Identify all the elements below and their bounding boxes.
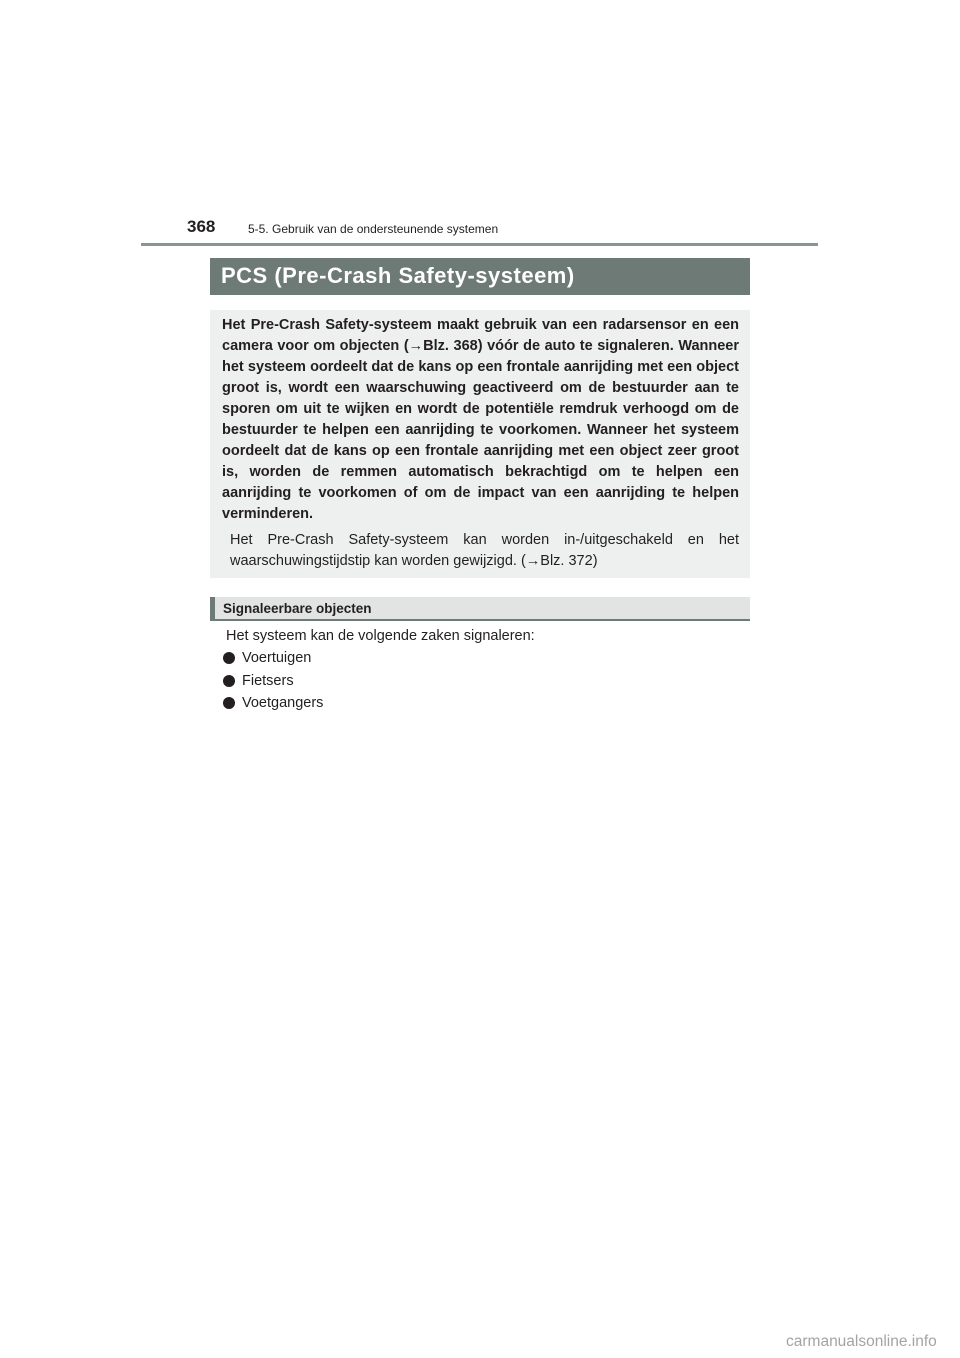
list-item — [223, 650, 323, 673]
note-text-part1: Het Pre-Crash Safety-systeem kan worden in-/uitgeschakeld en het waarschuwingstijdstip kan worden gewijzigd. ( — [230, 532, 739, 569]
intro-note-paragraph — [230, 530, 739, 572]
page-number: 368 — [187, 217, 216, 236]
title-banner — [210, 258, 750, 295]
page-reference-link[interactable]: →Blz. 372 — [525, 553, 593, 569]
subsection-title: Signaleerbare objecten — [223, 601, 372, 616]
list-intro: Het systeem kan de volgende zaken signaleren: — [226, 628, 535, 644]
list-item-label: Fietsers — [242, 672, 294, 689]
subsection-header — [210, 597, 750, 621]
list-item-label: Voetgangers — [242, 695, 324, 711]
list-item-label: Voertuigen — [242, 650, 312, 666]
object-list — [223, 650, 323, 718]
intro-text-part1: Het Pre-Crash Safety-systeem maakt gebruik van een radarsensor en een camera voor om objecten ( — [222, 317, 739, 354]
intro-box — [210, 310, 750, 578]
list-item — [223, 695, 323, 718]
bullet-icon — [223, 652, 235, 664]
list-item — [223, 673, 323, 696]
watermark: carmanualsonline.info — [786, 1333, 937, 1350]
bullet-icon — [223, 697, 235, 709]
bullet-icon — [223, 675, 235, 687]
note-text-part2: ) — [592, 553, 598, 569]
page-title: PCS (Pre-Crash Safety-systeem) — [221, 263, 575, 288]
intro-text-part2: ) vóór de auto te signaleren. Wanneer het systeem oordeelt dat de kans op een frontale aanrijding met een object groot is, wordt een waarschuwing geactiveerd om de bestuurder aan te sporen om uit te wijken en wordt de potentiële remdruk verhoogd om de bestuurder te helpen een aanrijding te voorkomen. Wanneer het systeem oordeelt dat de kans op een frontale aanrijding met een object zeer groot is, worden de remmen automatisch bekrachtigd om te helpen een aanrijding te voorkomen of om de impact van een aanrijding te helpen verminderen. — [222, 338, 740, 522]
intro-bold-paragraph — [222, 315, 739, 525]
subsection-marker — [210, 597, 215, 621]
page-reference-link[interactable]: →Blz. 368 — [408, 338, 478, 354]
section-breadcrumb: 5-5. Gebruik van de ondersteunende systemen — [248, 222, 499, 236]
header-divider — [141, 243, 818, 246]
